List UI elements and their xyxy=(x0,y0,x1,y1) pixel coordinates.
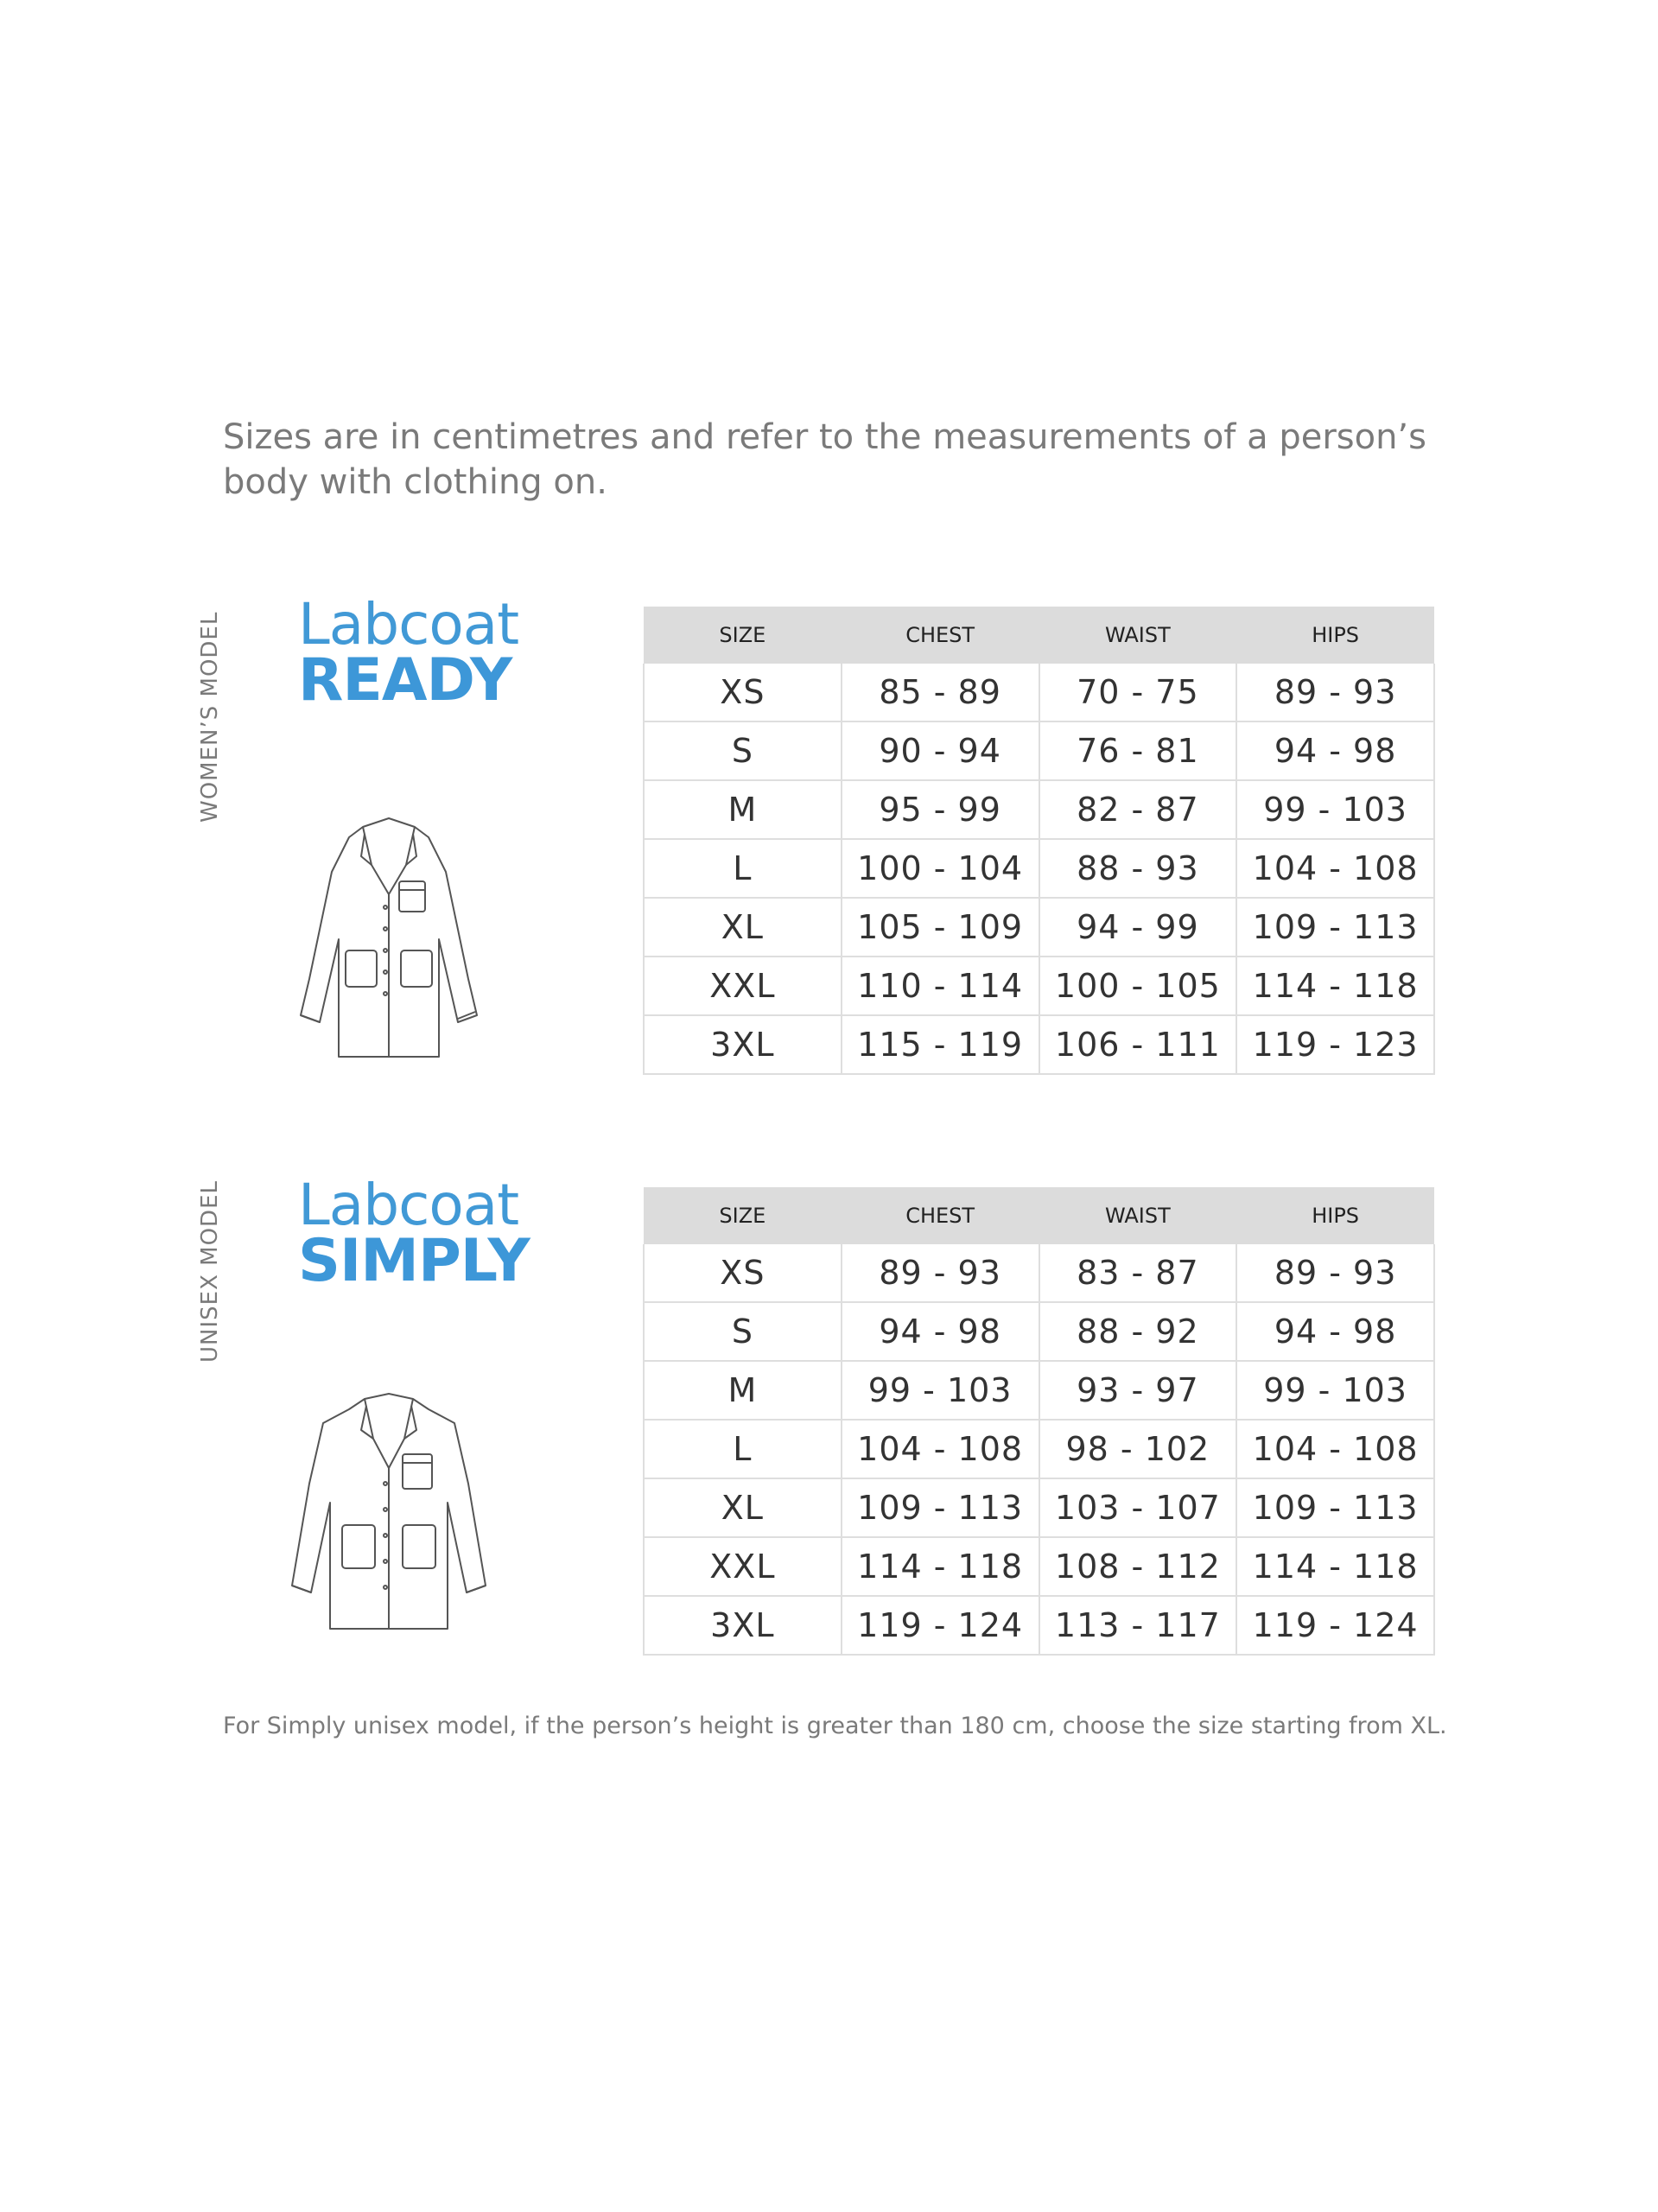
size-cell: 3XL xyxy=(644,1015,842,1074)
column-header-size: SIZE xyxy=(644,607,842,664)
size-cell: XS xyxy=(644,1244,842,1302)
table-row xyxy=(644,898,1434,957)
waist-cell: 93 - 97 xyxy=(1039,1361,1237,1420)
chest-cell: 100 - 104 xyxy=(842,839,1039,898)
chest-cell: 115 - 119 xyxy=(842,1015,1039,1074)
size-cell: L xyxy=(644,1420,842,1478)
table-row xyxy=(644,1478,1434,1537)
table-row xyxy=(644,957,1434,1015)
waist-cell: 113 - 117 xyxy=(1039,1596,1237,1655)
waist-cell: 88 - 93 xyxy=(1039,839,1237,898)
hips-cell: 119 - 123 xyxy=(1236,1015,1434,1074)
size-cell: XS xyxy=(644,664,842,721)
chest-cell: 119 - 124 xyxy=(842,1596,1039,1655)
brand-name: Labcoat xyxy=(298,1172,519,1238)
chest-cell: 95 - 99 xyxy=(842,780,1039,839)
table-row xyxy=(644,664,1434,721)
size-cell: XL xyxy=(644,1478,842,1537)
waist-cell: 83 - 87 xyxy=(1039,1244,1237,1302)
table-row xyxy=(644,1537,1434,1596)
hips-cell: 104 - 108 xyxy=(1236,839,1434,898)
hips-cell: 114 - 118 xyxy=(1236,957,1434,1015)
table-row xyxy=(644,1244,1434,1302)
column-header-chest: CHEST xyxy=(842,607,1039,664)
table-row xyxy=(644,839,1434,898)
column-header-waist: WAIST xyxy=(1039,1187,1237,1244)
hips-cell: 89 - 93 xyxy=(1236,1244,1434,1302)
column-header-hips: HIPS xyxy=(1236,1187,1434,1244)
hips-cell: 94 - 98 xyxy=(1236,721,1434,780)
womens-labcoat-icon xyxy=(276,808,501,1058)
table-row xyxy=(644,1361,1434,1420)
size-cell: 3XL xyxy=(644,1596,842,1655)
column-header-chest: CHEST xyxy=(842,1187,1039,1244)
brand-name: Labcoat xyxy=(298,591,519,658)
side-label: WOMEN’S MODEL xyxy=(197,611,223,823)
chest-cell: 110 - 114 xyxy=(842,957,1039,1015)
size-cell: S xyxy=(644,721,842,780)
table-row xyxy=(644,780,1434,839)
chest-cell: 94 - 98 xyxy=(842,1302,1039,1361)
model-name: READY xyxy=(298,646,512,715)
waist-cell: 108 - 112 xyxy=(1039,1537,1237,1596)
hips-cell: 104 - 108 xyxy=(1236,1420,1434,1478)
hips-cell: 99 - 103 xyxy=(1236,780,1434,839)
chest-cell: 114 - 118 xyxy=(842,1537,1039,1596)
column-header-waist: WAIST xyxy=(1039,607,1237,664)
waist-cell: 103 - 107 xyxy=(1039,1478,1237,1537)
chest-cell: 99 - 103 xyxy=(842,1361,1039,1420)
chest-cell: 104 - 108 xyxy=(842,1420,1039,1478)
column-header-size: SIZE xyxy=(644,1187,842,1244)
waist-cell: 100 - 105 xyxy=(1039,957,1237,1015)
size-cell: M xyxy=(644,1361,842,1420)
model-name: SIMPLY xyxy=(298,1227,530,1295)
footnote: For Simply unisex model, if the person’s height is greater than 180 cm, choose the size starting from XL. xyxy=(223,1713,1447,1739)
size-table-unisex xyxy=(643,1187,1435,1656)
chest-cell: 105 - 109 xyxy=(842,898,1039,957)
intro-text: Sizes are in centimetres and refer to the measurements of a person’s body with clothing on. xyxy=(223,417,1426,502)
table-row xyxy=(644,1420,1434,1478)
hips-cell: 94 - 98 xyxy=(1236,1302,1434,1361)
size-cell: XL xyxy=(644,898,842,957)
waist-cell: 88 - 92 xyxy=(1039,1302,1237,1361)
womens-model-section xyxy=(0,588,1658,1071)
chest-cell: 85 - 89 xyxy=(842,664,1039,721)
chest-cell: 90 - 94 xyxy=(842,721,1039,780)
side-label: UNISEX MODEL xyxy=(197,1180,223,1363)
chest-cell: 89 - 93 xyxy=(842,1244,1039,1302)
hips-cell: 109 - 113 xyxy=(1236,1478,1434,1537)
unisex-model-section xyxy=(0,1168,1658,1652)
unisex-labcoat-icon xyxy=(276,1389,501,1639)
waist-cell: 106 - 111 xyxy=(1039,1015,1237,1074)
size-cell: S xyxy=(644,1302,842,1361)
hips-cell: 109 - 113 xyxy=(1236,898,1434,957)
hips-cell: 89 - 93 xyxy=(1236,664,1434,721)
table-row xyxy=(644,1015,1434,1074)
column-header-hips: HIPS xyxy=(1236,607,1434,664)
size-cell: XXL xyxy=(644,957,842,1015)
hips-cell: 114 - 118 xyxy=(1236,1537,1434,1596)
hips-cell: 119 - 124 xyxy=(1236,1596,1434,1655)
chest-cell: 109 - 113 xyxy=(842,1478,1039,1537)
waist-cell: 94 - 99 xyxy=(1039,898,1237,957)
table-row xyxy=(644,721,1434,780)
waist-cell: 98 - 102 xyxy=(1039,1420,1237,1478)
waist-cell: 70 - 75 xyxy=(1039,664,1237,721)
size-cell: L xyxy=(644,839,842,898)
size-cell: M xyxy=(644,780,842,839)
waist-cell: 76 - 81 xyxy=(1039,721,1237,780)
waist-cell: 82 - 87 xyxy=(1039,780,1237,839)
size-table-women xyxy=(643,607,1435,1075)
table-row xyxy=(644,1596,1434,1655)
hips-cell: 99 - 103 xyxy=(1236,1361,1434,1420)
table-row xyxy=(644,1302,1434,1361)
size-cell: XXL xyxy=(644,1537,842,1596)
